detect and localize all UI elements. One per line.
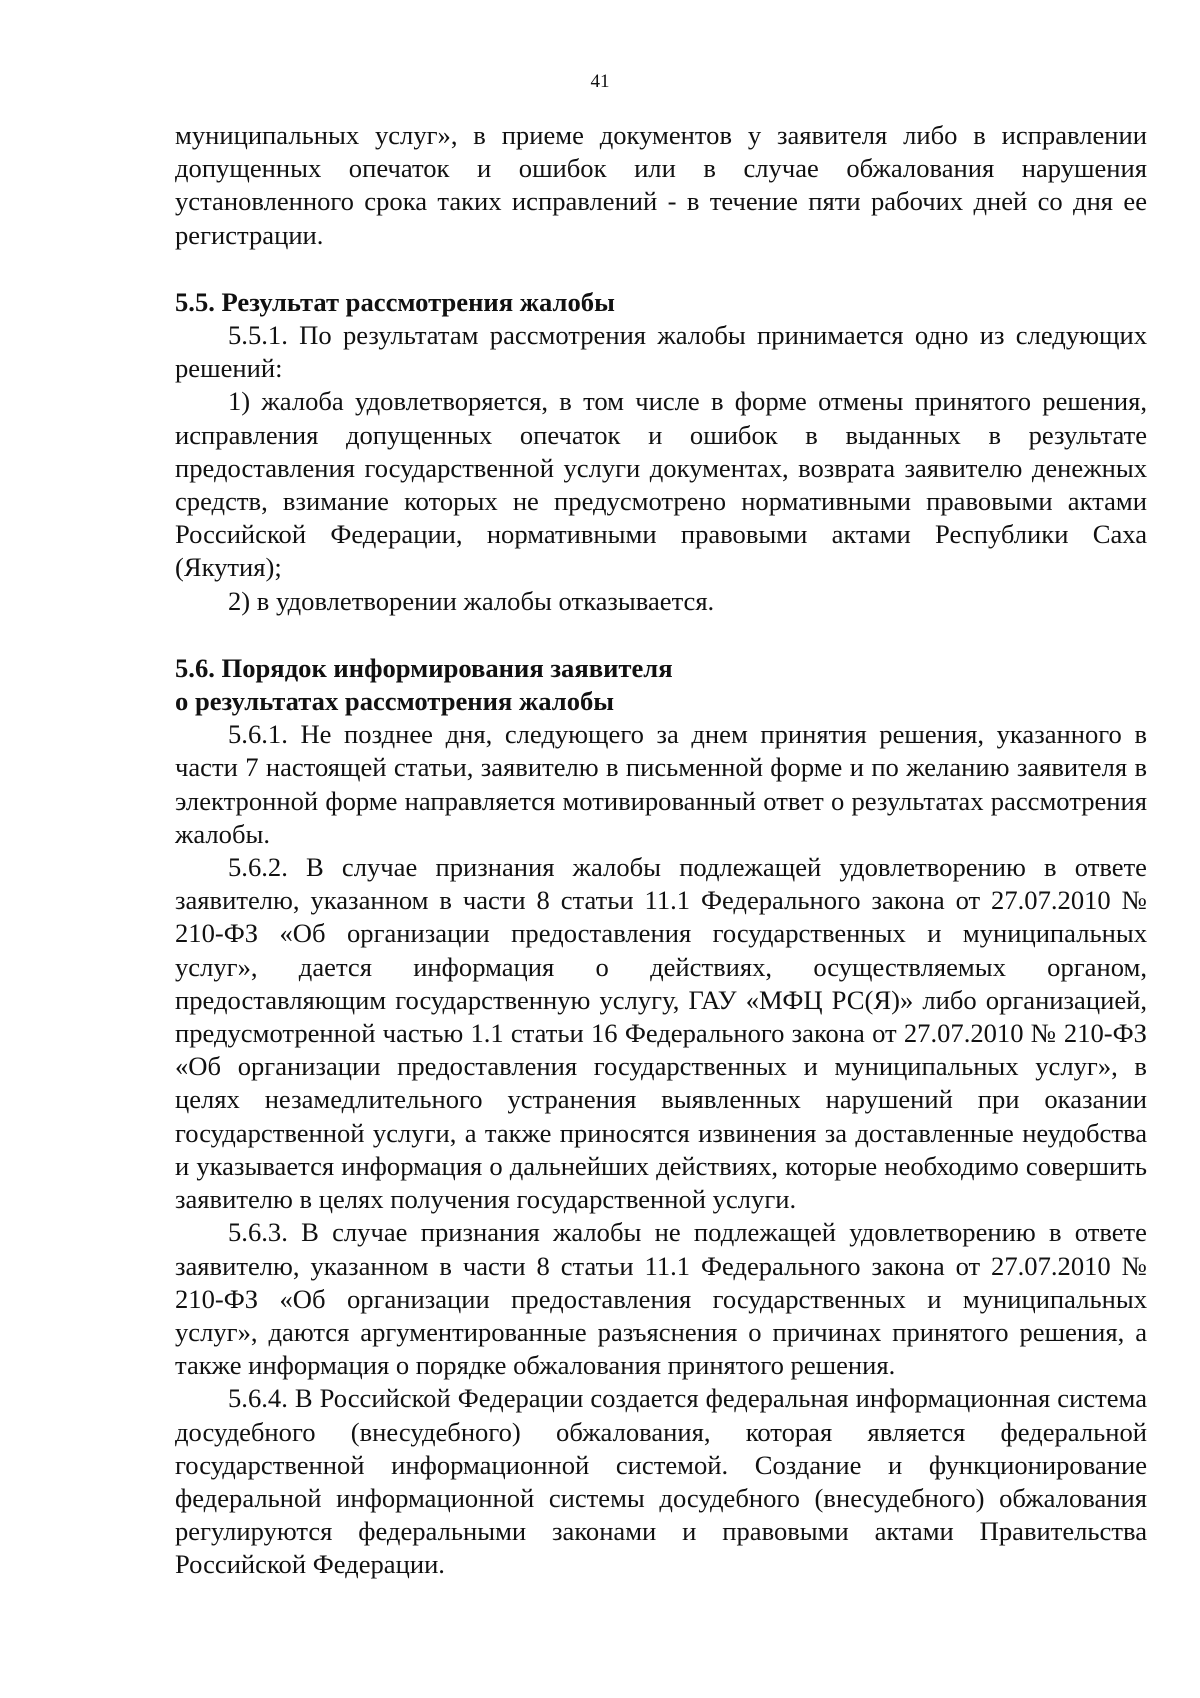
paragraph-intro: муниципальных услуг», в приеме документов у заявителя либо в исправлении допущенных опечаток и ошибок или в случае обжалования нарушения установленного срока таких исправлений - в течение пяти рабочих дней со дня ее регистрации. — [175, 120, 1147, 250]
document-body — [175, 119, 1147, 1582]
section-heading-5-5: 5.5. Результат рассмотрения жалобы — [175, 286, 615, 317]
page-number: 41 — [590, 71, 610, 92]
paragraph-5-5-1-item-1: 1) жалоба удовлетворяется, в том числе в форме отмены принятого решения, исправления допущенных опечаток и ошибок в выданных в результате предоставления государственной услуги документах, возврата заявителю денежных средств, взимание которых не предусмотрено нормативными правовыми актами Российской Федерации, нормативными правовыми актами Республики Саха (Якутия); — [175, 386, 1147, 583]
section-heading-5-6-line-2: о результатах рассмотрения жалобы — [175, 686, 615, 717]
paragraph-5-6-1: 5.6.1. Не позднее дня, следующего за днем принятия решения, указанного в части 7 настоящей статьи, заявителю в письменной форме и по желанию заявителя в электронной форме направляется мотивированный ответ о результатах рассмотрения жалобы. — [175, 719, 1147, 849]
paragraph-5-6-2: 5.6.2. В случае признания жалобы подлежащей удовлетворению в ответе заявителю, указанном в части 8 статьи 11.1 Федерального закона от 27.07.2010 № 210-ФЗ «Об организации предоставления государственных и муниципальных услуг», дается информация о действиях, осуществляемых органом, предоставляющим государственную услугу, ГАУ «МФЦ РС(Я)» либо организацией, предусмотренной частью 1.1 статьи 16 Федерального закона от 27.07.2010 № 210-ФЗ «Об организации предоставления государственных и муниципальных услуг», в целях незамедлительного устранения выявленных нарушений при оказании государственной услуги, а также приносятся извинения за доставленные неудобства и указывается информация о дальнейших действиях, которые необходимо совершить заявителю в целях получения государственной услуги. — [175, 852, 1147, 1215]
section-heading-5-6-line-1: 5.6. Порядок информирования заявителя — [175, 652, 673, 683]
paragraph-5-5-1: 5.5.1. По результатам рассмотрения жалобы принимается одно из следующих решений: — [175, 320, 1147, 384]
paragraph-5-5-1-item-2: 2) в удовлетворении жалобы отказывается. — [228, 585, 715, 616]
paragraph-5-6-4: 5.6.4. В Российской Федерации создается федеральная информационная система досудебного (внесудебного) обжалования, которая является федеральной государственной информационной системой. Создание и функционирование федеральной информационной системы досудебного (внесудебного) обжалования регулируются федеральными законами и правовыми актами Правительства Российской Федерации. — [175, 1383, 1147, 1580]
paragraph-5-6-3: 5.6.3. В случае признания жалобы не подлежащей удовлетворению в ответе заявителю, указанном в части 8 статьи 11.1 Федерального закона от 27.07.2010 № 210-ФЗ «Об организации предоставления государственных и муниципальных услуг», даются аргументированные разъяснения о причинах принятого решения, а также информация о порядке обжалования принятого решения. — [175, 1217, 1147, 1381]
